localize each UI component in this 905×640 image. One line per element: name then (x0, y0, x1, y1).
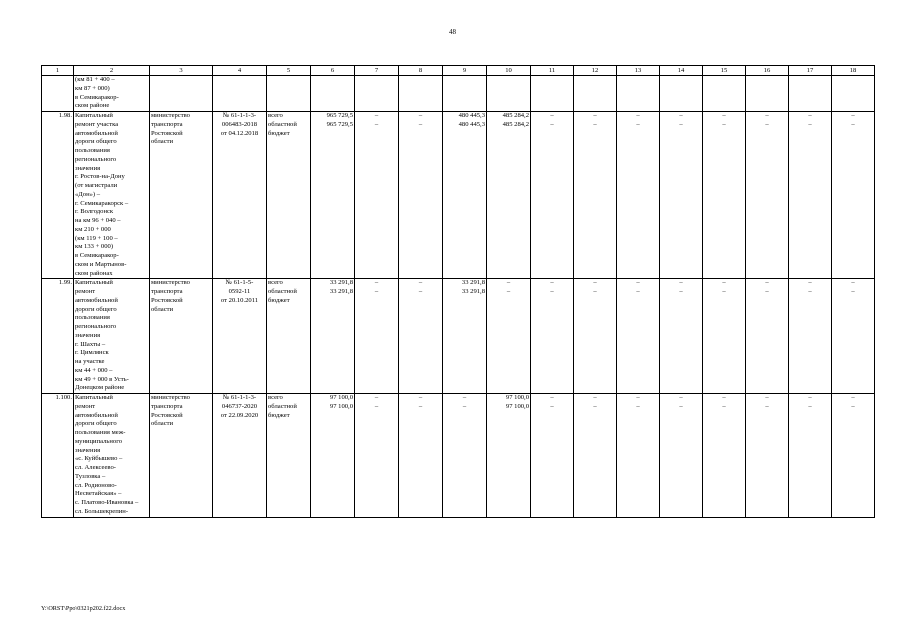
column-number-6: 6 (311, 66, 355, 76)
value-col-12: – – (574, 112, 617, 279)
continuation-cell-num (42, 76, 74, 112)
value-col-12: – – (574, 394, 617, 518)
value-col-7: – – (355, 279, 399, 394)
column-number-10: 10 (487, 66, 531, 76)
column-number-7: 7 (355, 66, 399, 76)
value-col-18: – – (832, 279, 875, 394)
value-col-11: – – (531, 112, 574, 279)
column-number-15: 15 (703, 66, 746, 76)
value-col-14: – – (660, 279, 703, 394)
column-number-1: 1 (42, 66, 74, 76)
value-col-16: – – (746, 279, 789, 394)
value-col-8: – – (399, 394, 443, 518)
value-col-10: 97 100,0 97 100,0 (487, 394, 531, 518)
file-path-footer: Y:\ORST\Ppo\0321p202.f22.docx (41, 605, 126, 612)
amount-total: 33 291,8 33 291,8 (311, 279, 355, 394)
value-col-16: – – (746, 112, 789, 279)
document-reference: № 61-1-5- 0592-11 от 20.10.2011 (213, 279, 267, 394)
column-number-5: 5 (267, 66, 311, 76)
column-number-2: 2 (74, 66, 150, 76)
value-col-17: – – (789, 279, 832, 394)
column-number-13: 13 (617, 66, 660, 76)
responsible-body: министерство транспорта Ростовской области (150, 112, 213, 279)
value-col-9: 480 445,3 480 445,3 (443, 112, 487, 279)
amount-total: 97 100,0 97 100,0 (311, 394, 355, 518)
continuation-row (42, 76, 875, 112)
value-col-13: – – (617, 112, 660, 279)
object-name: Капитальный ремонт автомобильной дороги общего пользования меж- муниципального значения «с. Куйбышево – сл. Алексеево- Тузловка – сл. Родионово- Несветайская» – с. Платово-Ивановка – сл. Большекрепин- (74, 394, 150, 518)
value-col-7: – – (355, 394, 399, 518)
value-col-9: – – (443, 394, 487, 518)
value-col-10: 485 284,2 485 284,2 (487, 112, 531, 279)
value-col-14: – – (660, 394, 703, 518)
column-number-17: 17 (789, 66, 832, 76)
continuation-text: (км 81 + 400 – км 87 + 000) в Семикаракор- ском районе (74, 76, 150, 112)
value-col-14: – – (660, 112, 703, 279)
column-number-4: 4 (213, 66, 267, 76)
column-number-16: 16 (746, 66, 789, 76)
row-number: 1.99. (42, 279, 74, 394)
value-col-9: 33 291,8 33 291,8 (443, 279, 487, 394)
value-col-12: – – (574, 279, 617, 394)
value-col-18: – – (832, 394, 875, 518)
value-col-15: – – (703, 112, 746, 279)
value-col-11: – – (531, 279, 574, 394)
value-col-13: – – (617, 394, 660, 518)
value-col-7: – – (355, 112, 399, 279)
value-col-15: – – (703, 394, 746, 518)
row-number: 1.98. (42, 112, 74, 279)
column-number-3: 3 (150, 66, 213, 76)
value-col-16: – – (746, 394, 789, 518)
funding-source: всего областной бюджет (267, 279, 311, 394)
value-col-11: – – (531, 394, 574, 518)
table-row (42, 112, 875, 279)
amount-total: 965 729,5 965 729,5 (311, 112, 355, 279)
value-col-17: – – (789, 394, 832, 518)
value-col-8: – – (399, 112, 443, 279)
funding-source: всего областной бюджет (267, 112, 311, 279)
table-row (42, 279, 875, 394)
column-number-9: 9 (443, 66, 487, 76)
responsible-body: министерство транспорта Ростовской области (150, 279, 213, 394)
value-col-18: – – (832, 112, 875, 279)
value-col-10: – – (487, 279, 531, 394)
value-col-13: – – (617, 279, 660, 394)
column-number-row (42, 66, 875, 76)
column-number-18: 18 (832, 66, 875, 76)
page-number: 48 (449, 28, 456, 36)
document-reference: № 61-1-1-3- 006483-2018 от 04.12.2018 (213, 112, 267, 279)
value-col-8: – – (399, 279, 443, 394)
column-number-11: 11 (531, 66, 574, 76)
column-number-8: 8 (399, 66, 443, 76)
row-number: 1.100. (42, 394, 74, 518)
funding-source: всего областной бюджет (267, 394, 311, 518)
object-name: Капитальный ремонт участка автомобильной дороги общего пользования регионального значения г. Ростов-на-Дону (от магистрали «Дон») – г. Семикаракорск – г. Волгодонск на км 96 + 040 – км 210 + 000 (км 119 + 100 – км 133 + 000) в Семикаракор- ском и Мартынов- ском районах (74, 112, 150, 279)
document-reference: № 61-1-1-3- 046737-2020 от 22.09.2020 (213, 394, 267, 518)
value-col-17: – – (789, 112, 832, 279)
value-col-15: – – (703, 279, 746, 394)
table-row (42, 394, 875, 518)
investment-table (41, 65, 875, 518)
responsible-body: министерство транспорта Ростовской области (150, 394, 213, 518)
object-name: Капитальный ремонт автомобильной дороги общего пользования регионального значения г. Шахты – г. Цимлянск на участке км 44 + 000 – км 49 + 000 в Усть- Донецком районе (74, 279, 150, 394)
column-number-12: 12 (574, 66, 617, 76)
column-number-14: 14 (660, 66, 703, 76)
